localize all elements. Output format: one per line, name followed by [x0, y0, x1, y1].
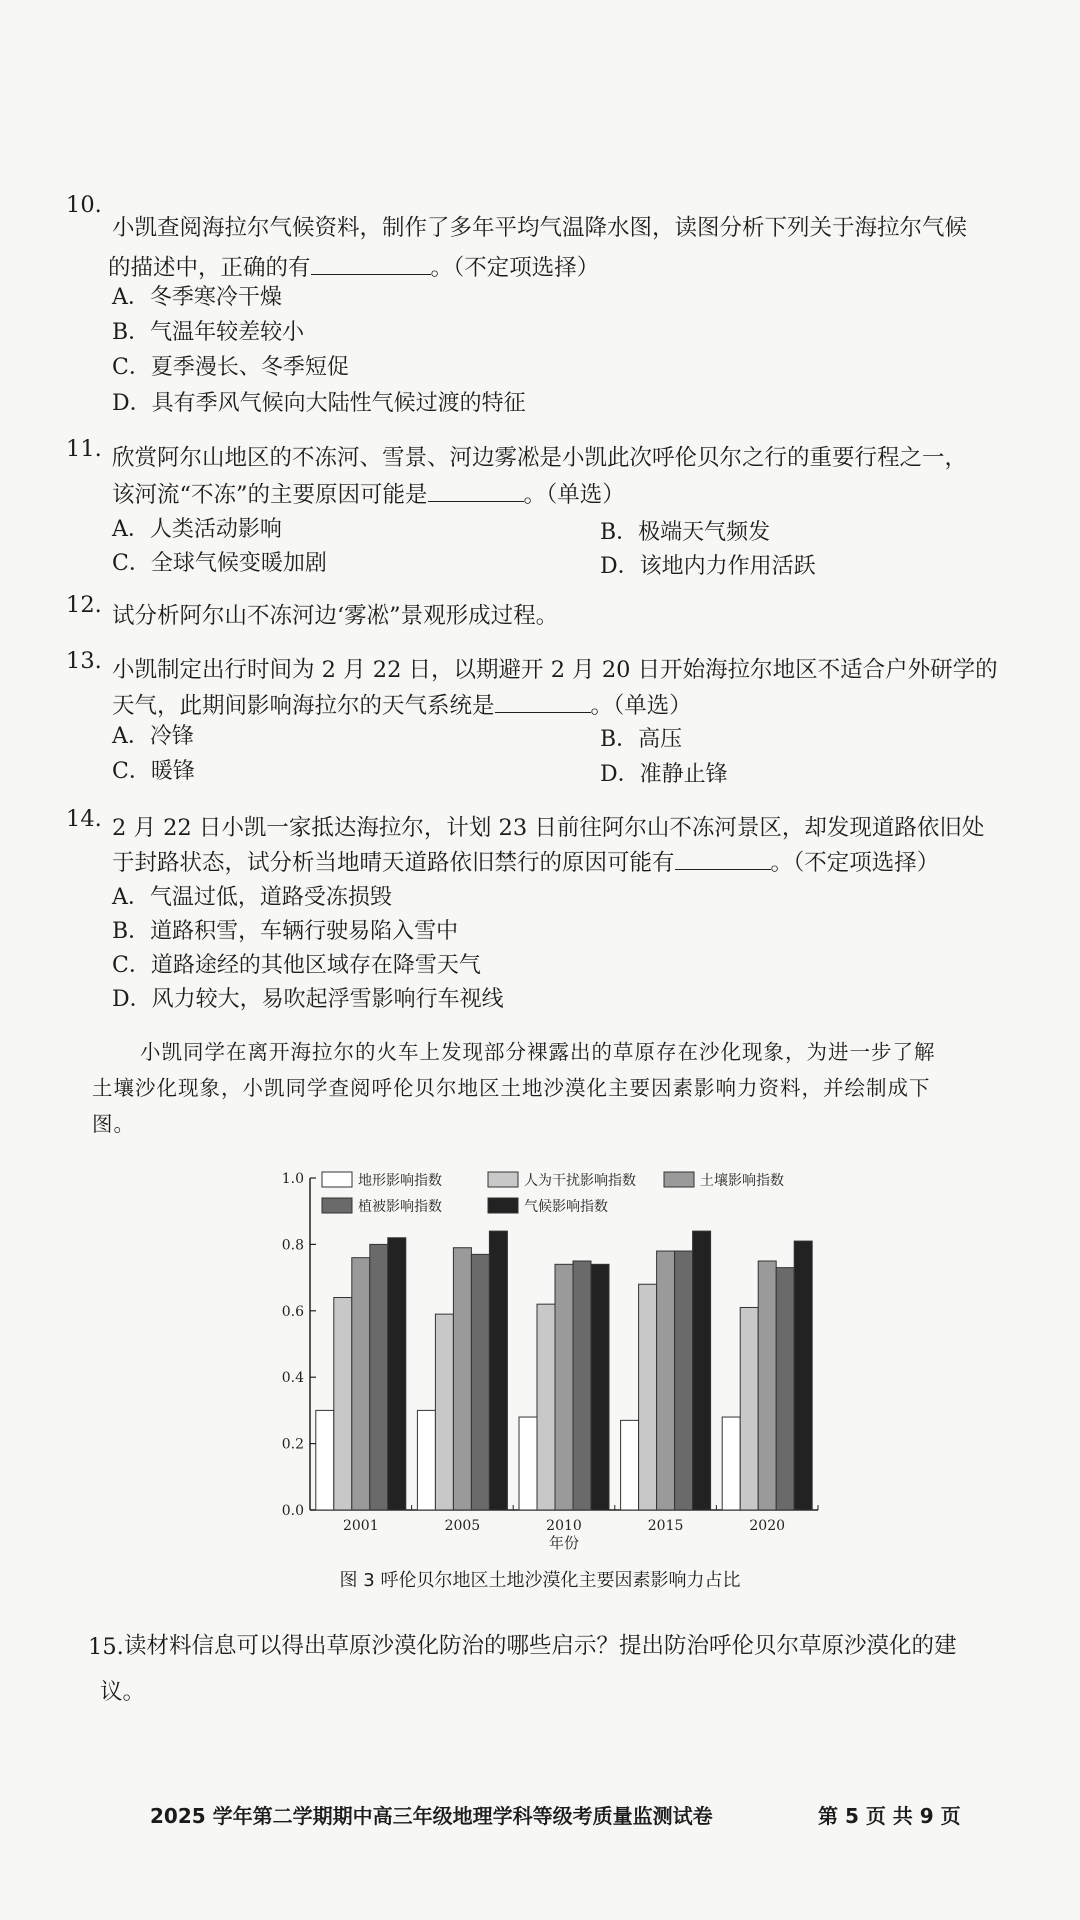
- q13-line2-text: 天气，此期间影响海拉尔的天气系统是: [112, 693, 495, 719]
- q15-line2: 议。: [100, 1679, 146, 1705]
- q11-number: 11.: [66, 436, 102, 462]
- q14-line2: [112, 845, 939, 877]
- bar-2015-2: [639, 1284, 657, 1510]
- q13-answer-blank[interactable]: [495, 712, 591, 713]
- passage-line3: 图。: [92, 1112, 135, 1136]
- x-tick-label: 2015: [647, 1518, 684, 1534]
- q11-option-a[interactable]: A．人类活动影响: [112, 517, 282, 542]
- q10-line2: [108, 250, 599, 282]
- bar-2020-1: [722, 1417, 740, 1510]
- bar-2005-1: [417, 1410, 435, 1510]
- q14-option-c[interactable]: C．道路途经的其他区域存在降雪天气: [112, 953, 481, 978]
- bar-2015-5: [693, 1231, 711, 1510]
- q14-answer-blank[interactable]: [675, 869, 771, 870]
- legend-label-4: 植被影响指数: [358, 1199, 442, 1215]
- footer-page-number: 第 5 页 共 9 页: [818, 1804, 961, 1828]
- q10-line1: 小凯查阅海拉尔气候资料，制作了多年平均气温降水图，读图分析下列关于海拉尔气候: [112, 215, 968, 241]
- legend-label-2: 人为干扰影响指数: [524, 1173, 636, 1189]
- q11-line2: [112, 477, 625, 509]
- q11-line2-text: 该河流“不冻”的主要原因可能是: [112, 482, 428, 508]
- bar-2001-1: [316, 1410, 334, 1510]
- bar-2001-4: [370, 1244, 388, 1510]
- q13-option-c[interactable]: C．暖锋: [112, 759, 195, 784]
- footer-exam-title: 2025 学年第二学期期中高三年级地理学科等级考质量监测试卷: [150, 1804, 713, 1828]
- q14-option-a[interactable]: A．气温过低，道路受冻损毁: [112, 885, 392, 910]
- q12-line1: 试分析阿尔山不冻河边‘雾凇”景观形成过程。: [112, 603, 559, 629]
- legend-swatch-1: [322, 1172, 352, 1187]
- bar-2005-4: [471, 1254, 489, 1510]
- q13-option-b[interactable]: B．高压: [600, 727, 683, 752]
- q11-option-b[interactable]: B．极端天气频发: [600, 520, 771, 545]
- x-axis-title: 年份: [548, 1534, 580, 1552]
- q13-line2: [112, 688, 692, 720]
- bar-2015-1: [621, 1420, 639, 1510]
- legend-label-3: 土壤影响指数: [700, 1173, 784, 1189]
- bar-2020-4: [776, 1268, 794, 1510]
- chart-caption: 图 3 呼伦贝尔地区土地沙漠化主要因素影响力占比: [339, 1570, 741, 1591]
- q13-line2-suffix: 。（单选）: [590, 693, 692, 719]
- bar-2020-2: [740, 1307, 758, 1510]
- q11-line2-suffix: 。（单选）: [523, 482, 625, 508]
- q10-line2-suffix: 。（不定项选择）: [430, 255, 600, 281]
- legend-label-5: 气候影响指数: [524, 1199, 608, 1215]
- bar-2010-5: [591, 1264, 609, 1510]
- bar-2010-2: [537, 1304, 555, 1510]
- q15-number: 15.: [88, 1634, 124, 1660]
- legend-swatch-5: [488, 1198, 518, 1213]
- q10-answer-blank[interactable]: [311, 274, 431, 275]
- y-tick-label: 0.2: [281, 1436, 304, 1453]
- bar-2020-5: [794, 1241, 812, 1510]
- y-tick-label: 0.4: [281, 1370, 304, 1387]
- q14-line2-suffix: 。（不定项选择）: [770, 850, 940, 876]
- x-tick-label: 2010: [546, 1518, 582, 1534]
- q11-option-d[interactable]: D．该地内力作用活跃: [600, 554, 816, 579]
- bar-2005-3: [453, 1248, 471, 1510]
- legend-label-1: 地形影响指数: [358, 1173, 442, 1189]
- bar-2010-4: [573, 1261, 591, 1510]
- q10-option-b[interactable]: B．气温年较差较小: [112, 320, 305, 345]
- q14-option-d[interactable]: D．风力较大，易吹起浮雪影响行车视线: [112, 987, 504, 1012]
- q14-option-b[interactable]: B．道路积雪，车辆行驶易陷入雪中: [112, 919, 459, 944]
- y-tick-label: 0.6: [281, 1303, 304, 1320]
- legend-swatch-2: [488, 1172, 518, 1187]
- bar-2010-3: [555, 1264, 573, 1510]
- bar-2005-5: [489, 1231, 507, 1510]
- q10-option-d[interactable]: D．具有季风气候向大陆性气候过渡的特征: [112, 391, 526, 416]
- bar-2001-3: [352, 1258, 370, 1510]
- q13-option-d[interactable]: D．准静止锋: [600, 762, 728, 787]
- x-tick-label: 2001: [342, 1518, 379, 1534]
- q13-number: 13.: [66, 648, 102, 674]
- q11-answer-blank[interactable]: [428, 501, 524, 502]
- passage: [92, 1034, 1010, 1142]
- legend-swatch-3: [664, 1172, 694, 1187]
- q14-line1: 2 月 22 日小凯一家抵达海拉尔，计划 23 日前往阿尔山不冻河景区，却发现道路依旧处: [112, 815, 985, 841]
- q10-option-c[interactable]: C．夏季漫长、冬季短促: [112, 355, 349, 380]
- bar-2015-4: [675, 1251, 693, 1510]
- passage-line2: 土壤沙化现象，小凯同学查阅呼伦贝尔地区土地沙漠化主要因素影响力资料，并绘制成下: [92, 1076, 931, 1100]
- q10-option-a[interactable]: A．冬季寒冷干燥: [112, 285, 282, 310]
- y-tick-label: 0.0: [281, 1503, 304, 1519]
- x-tick-label: 2005: [444, 1518, 481, 1534]
- y-tick-label: 1.0: [281, 1171, 304, 1187]
- x-tick-label: 2020: [749, 1518, 786, 1534]
- q10-number: 10.: [66, 192, 102, 218]
- bar-2001-5: [388, 1238, 406, 1510]
- q11-option-c[interactable]: C．全球气候变暖加剧: [112, 551, 327, 576]
- legend-swatch-4: [322, 1198, 352, 1213]
- q13-option-a[interactable]: A．冷锋: [112, 724, 194, 749]
- q10-line2-text: 的描述中，正确的有: [108, 255, 311, 281]
- bar-2005-2: [435, 1314, 453, 1510]
- bar-chart: [270, 1160, 830, 1560]
- bar-2020-3: [758, 1261, 776, 1510]
- bar-2015-3: [657, 1251, 675, 1510]
- q14-line2-text: 于封路状态，试分析当地晴天道路依旧禁行的原因可能有: [112, 850, 675, 876]
- bar-2001-2: [334, 1298, 352, 1510]
- y-tick-label: 0.8: [281, 1237, 304, 1254]
- q14-number: 14.: [66, 806, 102, 832]
- q13-line1: 小凯制定出行时间为 2 月 22 日，以期避开 2 月 20 日开始海拉尔地区不适合户外研学的: [112, 657, 998, 683]
- q11-line1: 欣赏阿尔山地区的不冻河、雪景、河边雾凇是小凯此次呼伦贝尔之行的重要行程之一，: [112, 445, 968, 471]
- bar-2010-1: [519, 1417, 537, 1510]
- q12-number: 12.: [66, 592, 102, 618]
- passage-line1: 小凯同学在离开海拉尔的火车上发现部分裸露出的草原存在沙化现象，为进一步了解: [140, 1040, 936, 1064]
- q15-line1: 读材料信息可以得出草原沙漠化防治的哪些启示？提出防治呼伦贝尔草原沙漠化的建: [124, 1633, 957, 1659]
